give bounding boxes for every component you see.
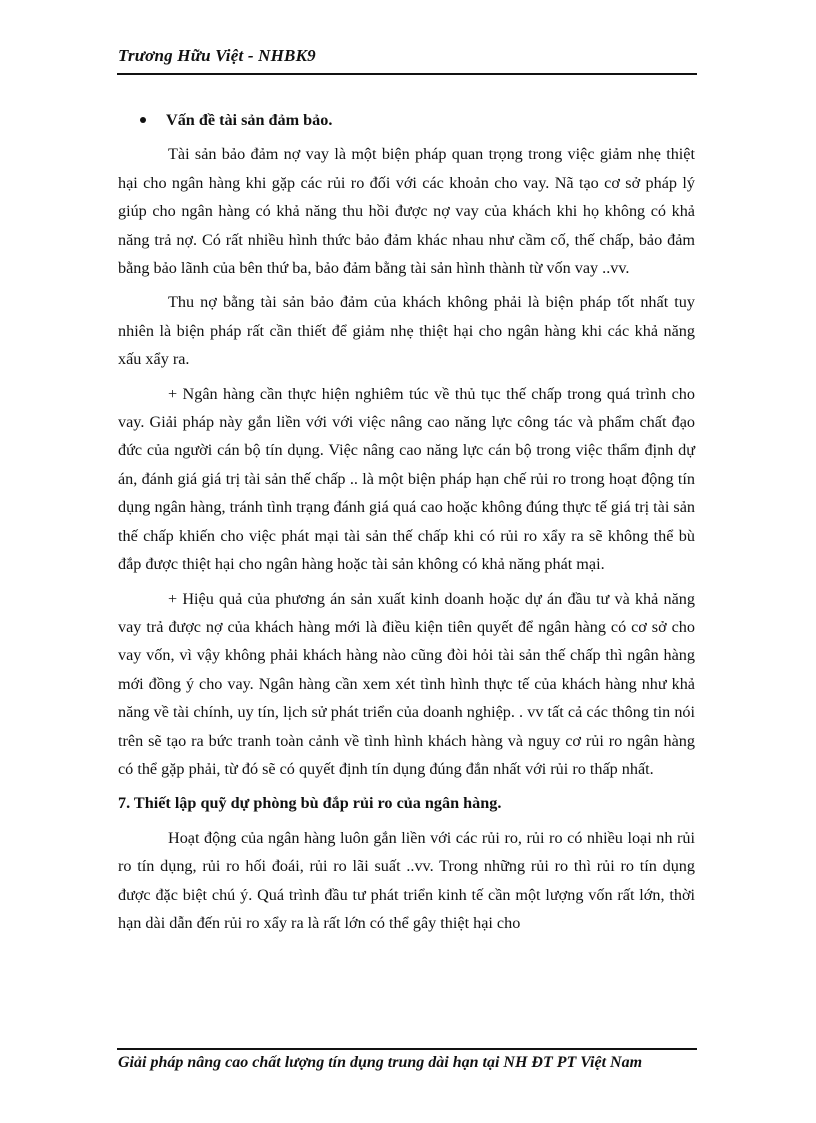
page-footer-title: Giải pháp nâng cao chất lượng tín dụng trung dài hạn tại NH ĐT PT Việt Nam: [118, 1054, 643, 1071]
paragraph-1: Tài sản bảo đảm nợ vay là một biện pháp quan trọng trong việc giảm nhẹ thiệt hại cho ngân hàng khi gặp các rủi ro đối với các khoản cho vay. Nã tạo cơ sở pháp lý giúp cho ngân hàng có khả năng thu hồi được nợ vay của khách khi họ không có khả năng trả nợ. Có rất nhiều hình thức bảo đảm khác nhau như cầm cố, thế chấp, bảo đảm bằng bảo lãnh của bên thứ ba, bảo đảm bằng tài sản hình thành từ vốn vay ..vv.: [118, 145, 695, 278]
page-header-title: Trương Hữu Việt - NHBK9: [118, 46, 316, 65]
paragraph-4: + Hiệu quả của phương án sản xuất kinh doanh hoặc dự án đầu tư và khả năng vay trả được nợ của khách hàng mới là điều kiện tiên quyết để ngân hàng có cơ sở cho vay vốn, vì vậy không phải khách hàng nào cũng đòi hỏi tài sản thế chấp thì ngân hàng mới đồng ý cho vay. Ngân hàng cần xem xét tình hình thực tế của khách hàng như khả năng về tài chính, uy tín, lịch sử phát triển của doanh nghiệp. . vv tất cả các thông tin nói trên sẽ tạo ra bức tranh toàn cảnh về tình hình khách hàng và nguy cơ rủi ro ngân hàng có thể gặp phải, từ đó sẽ có quyết định tín dụng đúng đắn nhất với rủi ro thấp nhất.: [118, 589, 695, 778]
bullet-icon: [140, 117, 146, 123]
document-body: [118, 106, 695, 943]
paragraph-3: + Ngân hàng cần thực hiện nghiêm túc về thủ tục thế chấp trong quá trình cho vay. Giải pháp này gắn liền với với việc nâng cao năng lực công tác và phẩm chất đạo đức của người cán bộ tín dụng. Việc nâng cao năng lực cán bộ trong việc thẩm định dự án, đánh giá giá trị tài sản thế chấp .. là một biện pháp hạn chế rủi ro trong hoạt động tín dụng ngân hàng, tránh tình trạng đánh giá quá cao hoặc không đúng thực tế giá trị tài sản thế chấp khiến cho việc phát mại tài sản thế chấp khi có rủi ro xẩy ra sẽ không thể bù đắp được thiệt hại cho ngân hàng hoặc tài sản không có khả năng phát mại.: [118, 384, 695, 574]
section-heading: 7. Thiết lập quỹ dự phòng bù đắp rủi ro của ngân hàng.: [118, 794, 502, 813]
paragraph-5: Hoạt động của ngân hàng luôn gắn liền với các rủi ro, rủi ro có nhiều loại nh rủi ro tín dụng, rủi ro hối đoái, rủi ro lãi suất ..vv. Trong những rủi ro thì rủi ro tín dụng được đặc biệt chú ý. Quá trình đầu tư phát triển kinh tế cần một lượng vốn rất lớn, thời hạn dài dẫn đến rủi ro xẩy ra là rất lớn có thể gây thiệt hại cho: [118, 828, 695, 932]
bullet-heading-text: Vấn đề tài sản đảm bảo.: [166, 111, 333, 129]
footer-divider: [117, 1048, 697, 1050]
bullet-heading: [118, 106, 695, 134]
header-divider: [117, 73, 697, 75]
paragraph-2: Thu nợ bằng tài sản bảo đảm của khách không phải là biện pháp tốt nhất tuy nhiên là biện pháp rất cần thiết để giảm nhẹ thiệt hại cho ngân hàng khi các khả năng xấu xẩy ra.: [118, 293, 695, 369]
